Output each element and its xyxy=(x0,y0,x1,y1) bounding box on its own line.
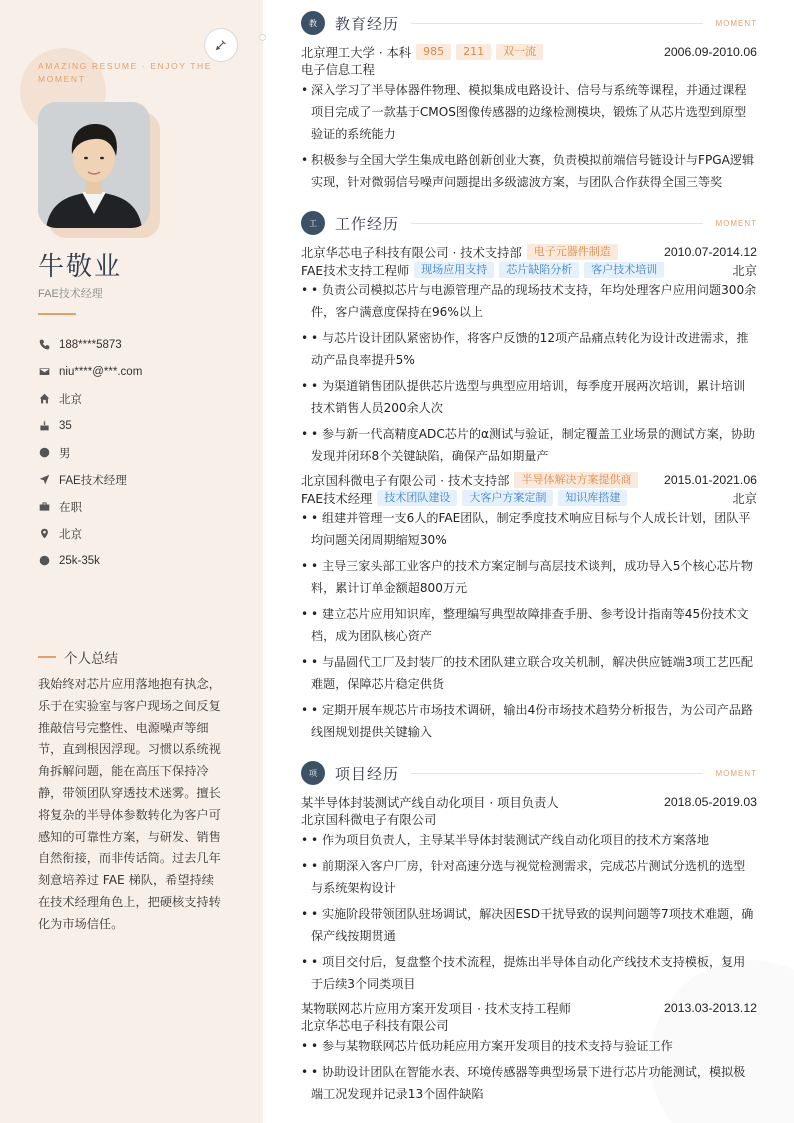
list-item: • • 作为项目负责人，主导某半导体封装测试产线自动化项目的技术方案落地 xyxy=(301,829,757,851)
section-divider xyxy=(411,23,703,24)
pen-icon xyxy=(214,38,228,52)
list-item: • • 协助设计团队在智能水表、环境传感器等典型场景下进行芯片功能测试，模拟极端工况发现并记录13个固件缺陷 xyxy=(301,1061,757,1105)
education-entry-row xyxy=(301,43,757,61)
job-bullets xyxy=(301,507,757,747)
list-item: • • 与晶圆代工厂及封装厂的技术团队建立联合攻关机制，解决供应链端3项工艺匹配难题，保障芯片稳定供货 xyxy=(301,651,757,695)
contact-location xyxy=(38,520,238,547)
project-org: 北京华芯电子科技有限公司 xyxy=(301,1019,449,1033)
contact-email xyxy=(38,358,238,385)
project-date: 2018.05-2019.03 xyxy=(664,795,757,809)
list-item: • 积极参与全国大学生集成电路创新创业大赛，负责模拟前端信号链设计与FPGA逻辑实现，针对微弱信号噪声问题提出多级滤波方案，与团队合作获得全国三等奖 xyxy=(301,149,757,193)
list-item: • • 组建并管理一支6人的FAE团队，制定季度技术响应目标与个人成长计划，团队平均问题关闭周期缩短30% xyxy=(301,507,757,551)
work-title: 工作经历 xyxy=(335,214,400,233)
job-company: 北京国科微电子有限公司 · 技术支持部 xyxy=(301,474,510,488)
skill-tag: 现场应用支持 xyxy=(414,262,494,278)
location-pin-icon xyxy=(38,528,50,540)
contact-age xyxy=(38,412,238,439)
school-line: 北京理工大学 · 本科 xyxy=(301,46,412,60)
project-date: 2013.03-2013.12 xyxy=(664,1001,757,1015)
skill-tag: 客户技术培训 xyxy=(584,262,664,278)
mail-icon xyxy=(38,366,50,378)
projects-badge: 项 xyxy=(301,761,325,785)
project-entry-row xyxy=(301,999,757,1017)
contact-phone xyxy=(38,331,238,358)
contact-email-text: niu****@***.com xyxy=(59,365,143,378)
decorative-dot xyxy=(259,34,266,41)
briefcase-icon xyxy=(38,501,50,513)
contact-status-text: 在职 xyxy=(59,501,82,514)
avatar-photo xyxy=(38,102,150,228)
work-section-header xyxy=(301,211,757,235)
project-bullets xyxy=(301,829,757,999)
section-tag: MOMENT xyxy=(715,18,757,28)
work-badge: 工 xyxy=(301,211,325,235)
job-city: 北京 xyxy=(732,492,757,506)
project-title: 某半导体封装测试产线自动化项目 · 项目负责人 xyxy=(301,796,559,810)
contact-gender xyxy=(38,439,238,466)
pen-badge xyxy=(204,28,238,62)
list-item: • • 项目交付后，复盘整个技术流程，提炼出半导体自动化产线技术支持模板，复用于后续3个同类项目 xyxy=(301,951,757,995)
section-divider xyxy=(411,773,703,774)
contact-home xyxy=(38,385,238,412)
contact-salary-text: 25k-35k xyxy=(59,554,100,567)
education-badge: 教 xyxy=(301,11,325,35)
summary-title: 个人总结 xyxy=(64,651,118,667)
project-bullets xyxy=(301,1035,757,1109)
section-tag: MOMENT xyxy=(715,218,757,228)
job-city: 北京 xyxy=(732,264,757,278)
accent-divider xyxy=(38,313,76,315)
list-item: • 深入学习了半导体器件物理、模拟集成电路设计、信号与系统等课程，并通过课程项目完成了一款基于CMOS图像传感器的边缘检测模块，锻炼了从芯片选型到原型验证的系统能力 xyxy=(301,79,757,145)
job-bullets xyxy=(301,279,757,471)
job-company: 北京华芯电子科技有限公司 · 技术支持部 xyxy=(301,246,522,260)
job-role: FAE技术经理 xyxy=(301,492,373,506)
summary-text: 我始终对芯片应用落地抱有执念，乐于在实验室与客户现场之间反复推敲信号完整性、电源噪声等细节，直到根因浮现。习惯以系统视角拆解问题，能在高压下保持冷静，带领团队穿透技术迷雾。擅长将复杂的半导体参数转化为客户可感知的可靠性方案，与研发、销售自然衔接，而非传话筒。过去几年刻意培养过 FAE 梯队，希望持续在技术经理角色上，把硬核支持转化为市场信任。 xyxy=(38,677,221,931)
tagline: AMAZING RESUME · ENJOY THE MOMENT xyxy=(38,61,212,84)
job-industry-tag: 电子元器件制造 xyxy=(527,244,618,260)
contact-location-text: 北京 xyxy=(59,528,82,541)
job-role: FAE技术支持工程师 xyxy=(301,264,410,278)
job-role-row xyxy=(301,261,757,279)
home-icon xyxy=(38,393,50,405)
project-entry-row xyxy=(301,793,757,811)
avatar-portrait-icon xyxy=(38,102,150,228)
list-item: • • 主导三家头部工业客户的技术方案定制与高层技术谈判，成功导入5个核心芯片物料，累计订单金额超800万元 xyxy=(301,555,757,599)
school-tag: 双一流 xyxy=(496,44,543,60)
section-tag: MOMENT xyxy=(715,768,757,778)
skill-tag: 芯片缺陷分析 xyxy=(499,262,579,278)
list-item: • • 实施阶段带领团队驻场调试，解决因ESD干扰导致的误判问题等7项技术难题，确保产线按期贯通 xyxy=(301,903,757,947)
contact-salary xyxy=(38,547,238,574)
sidebar xyxy=(0,0,263,1123)
list-item: • • 建立芯片应用知识库，整理编写典型故障排查手册、参考设计指南等45份技术文档，成为团队核心资产 xyxy=(301,603,757,647)
contact-phone-text: 188****5873 xyxy=(59,338,122,351)
school-tag: 211 xyxy=(456,44,491,60)
contact-gender-text: 男 xyxy=(59,447,71,460)
contact-target-role xyxy=(38,466,238,493)
list-item: • • 与芯片设计团队紧密协作，将客户反馈的12项产品痛点转化为设计改进需求，推动产品良率提升5% xyxy=(301,327,757,371)
list-item: • • 参与新一代高精度ADC芯片的α测试与验证，制定覆盖工业场景的测试方案，协助发现并闭环8个关键缺陷，确保产品如期量产 xyxy=(301,423,757,467)
avatar xyxy=(38,102,162,238)
education-bullets xyxy=(301,79,757,197)
contact-list xyxy=(38,331,238,574)
list-item: • • 前期深入客户厂房，针对高速分选与视觉检测需求，完成芯片测试分选机的选型与系统架构设计 xyxy=(301,855,757,899)
projects-title: 项目经历 xyxy=(335,764,400,783)
job-entry-row xyxy=(301,243,757,261)
send-icon xyxy=(38,474,50,486)
education-title: 教育经历 xyxy=(335,14,400,33)
education-section-header xyxy=(301,11,757,35)
list-item: • • 定期开展车规芯片市场技术调研，输出4份市场技术趋势分析报告，为公司产品路线图规划提供关键输入 xyxy=(301,699,757,743)
education-major: 电子信息工程 xyxy=(301,63,375,77)
candidate-job-title: FAE技术经理 xyxy=(38,288,103,300)
project-title: 某物联网芯片应用方案开发项目 · 技术支持工程师 xyxy=(301,1002,571,1016)
contact-home-text: 北京 xyxy=(59,393,82,406)
main-content xyxy=(301,0,757,1123)
section-divider xyxy=(411,223,703,224)
education-date: 2006.09-2010.06 xyxy=(664,45,757,59)
skill-tag: 技术团队建设 xyxy=(377,490,457,506)
skill-tag: 知识库搭建 xyxy=(558,490,627,506)
summary-heading-bar xyxy=(38,656,56,658)
school-tag: 985 xyxy=(416,44,451,60)
cake-icon xyxy=(38,420,50,432)
contact-status xyxy=(38,493,238,520)
job-role-row xyxy=(301,489,757,507)
candidate-name: 牛敬业 xyxy=(38,252,123,282)
summary-heading xyxy=(38,647,118,667)
projects-section-header xyxy=(301,761,757,785)
job-entry-row xyxy=(301,471,757,489)
contact-target-role-text: FAE技术经理 xyxy=(59,474,127,487)
list-item: • • 负责公司模拟芯片与电源管理产品的现场技术支持，年均处理客户应用问题300余件，客户满意度保持在96%以上 xyxy=(301,279,757,323)
job-date: 2010.07-2014.12 xyxy=(664,245,757,259)
list-item: • • 为渠道销售团队提供芯片选型与典型应用培训，每季度开展两次培训，累计培训技术销售人员200余人次 xyxy=(301,375,757,419)
salary-icon xyxy=(38,555,50,567)
list-item: • • 参与某物联网芯片低功耗应用方案开发项目的技术支持与验证工作 xyxy=(301,1035,757,1057)
skill-tag: 大客户方案定制 xyxy=(462,490,553,506)
project-org: 北京国科微电子有限公司 xyxy=(301,813,437,827)
contact-age-text: 35 xyxy=(59,419,72,432)
gender-icon xyxy=(38,447,50,459)
job-date: 2015.01-2021.06 xyxy=(664,473,757,487)
job-industry-tag: 半导体解决方案提供商 xyxy=(514,472,638,488)
phone-icon xyxy=(38,339,50,351)
